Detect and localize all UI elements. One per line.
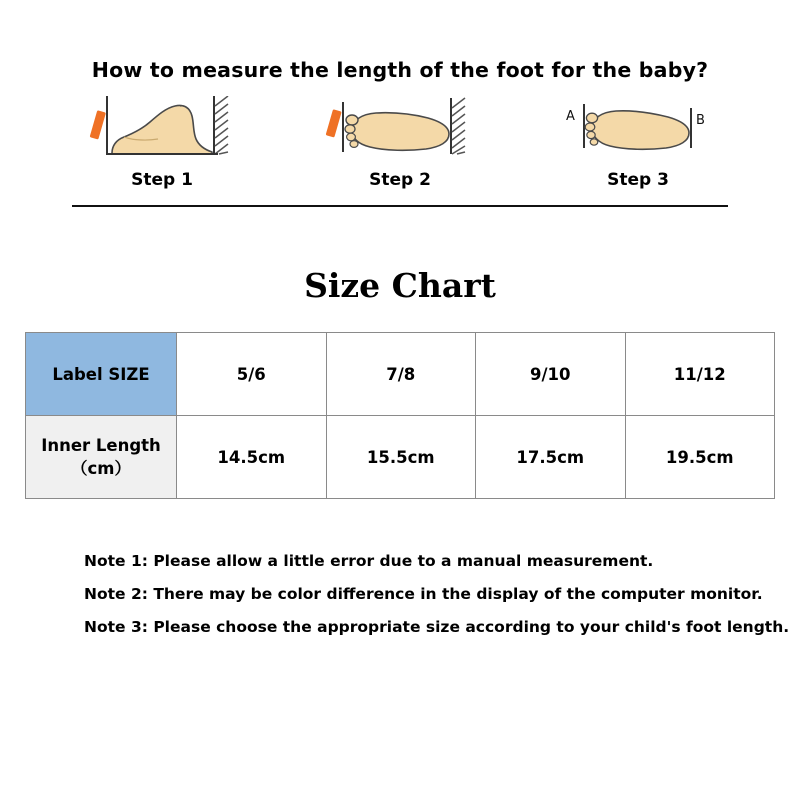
note-line-1: Note 1: Please allow a little error due to a manual measurement. — [84, 552, 654, 570]
table-row — [26, 333, 775, 416]
measure-step-2 — [300, 96, 500, 190]
cell-inner-length-1: 14.5cm — [177, 416, 327, 499]
notes-section — [84, 545, 790, 644]
cell-label-size-2: 7/8 — [326, 333, 476, 416]
foot-measure-ab-icon — [538, 96, 738, 168]
step-2-label: Step 2 — [369, 170, 431, 190]
cell-label-size-4: 11/12 — [625, 333, 775, 416]
svg-text:B: B — [696, 113, 705, 128]
size-chart-title: Size Chart — [304, 266, 496, 305]
step-1-label: Step 1 — [131, 170, 193, 190]
cell-inner-length-4: 19.5cm — [625, 416, 775, 499]
cell-label-size-1: 5/6 — [177, 333, 327, 416]
svg-text:A: A — [566, 109, 575, 124]
cell-inner-length-2: 15.5cm — [326, 416, 476, 499]
size-chart-table — [25, 332, 775, 499]
foot-side-view-icon — [62, 96, 262, 168]
measure-title: How to measure the length of the foot for the baby? — [91, 58, 709, 82]
measure-step-3 — [538, 96, 738, 190]
measure-instructions — [0, 58, 800, 201]
step-3-label: Step 3 — [607, 170, 669, 190]
table-row — [26, 416, 775, 499]
note-line-2: Note 2: There may be color difference in the display of the computer monitor. — [84, 585, 763, 603]
section-divider — [72, 205, 728, 207]
measure-step-1 — [62, 96, 262, 190]
cell-label-size-3: 9/10 — [476, 333, 626, 416]
note-line-3: Note 3: Please choose the appropriate size according to your child's foot length. — [84, 618, 790, 636]
row-header-label-size: Label SIZE — [26, 333, 177, 416]
foot-top-view-icon — [300, 96, 500, 168]
row-header-inner-length: Inner Length（cm） — [26, 416, 177, 499]
measure-steps — [0, 96, 800, 201]
cell-inner-length-3: 17.5cm — [476, 416, 626, 499]
